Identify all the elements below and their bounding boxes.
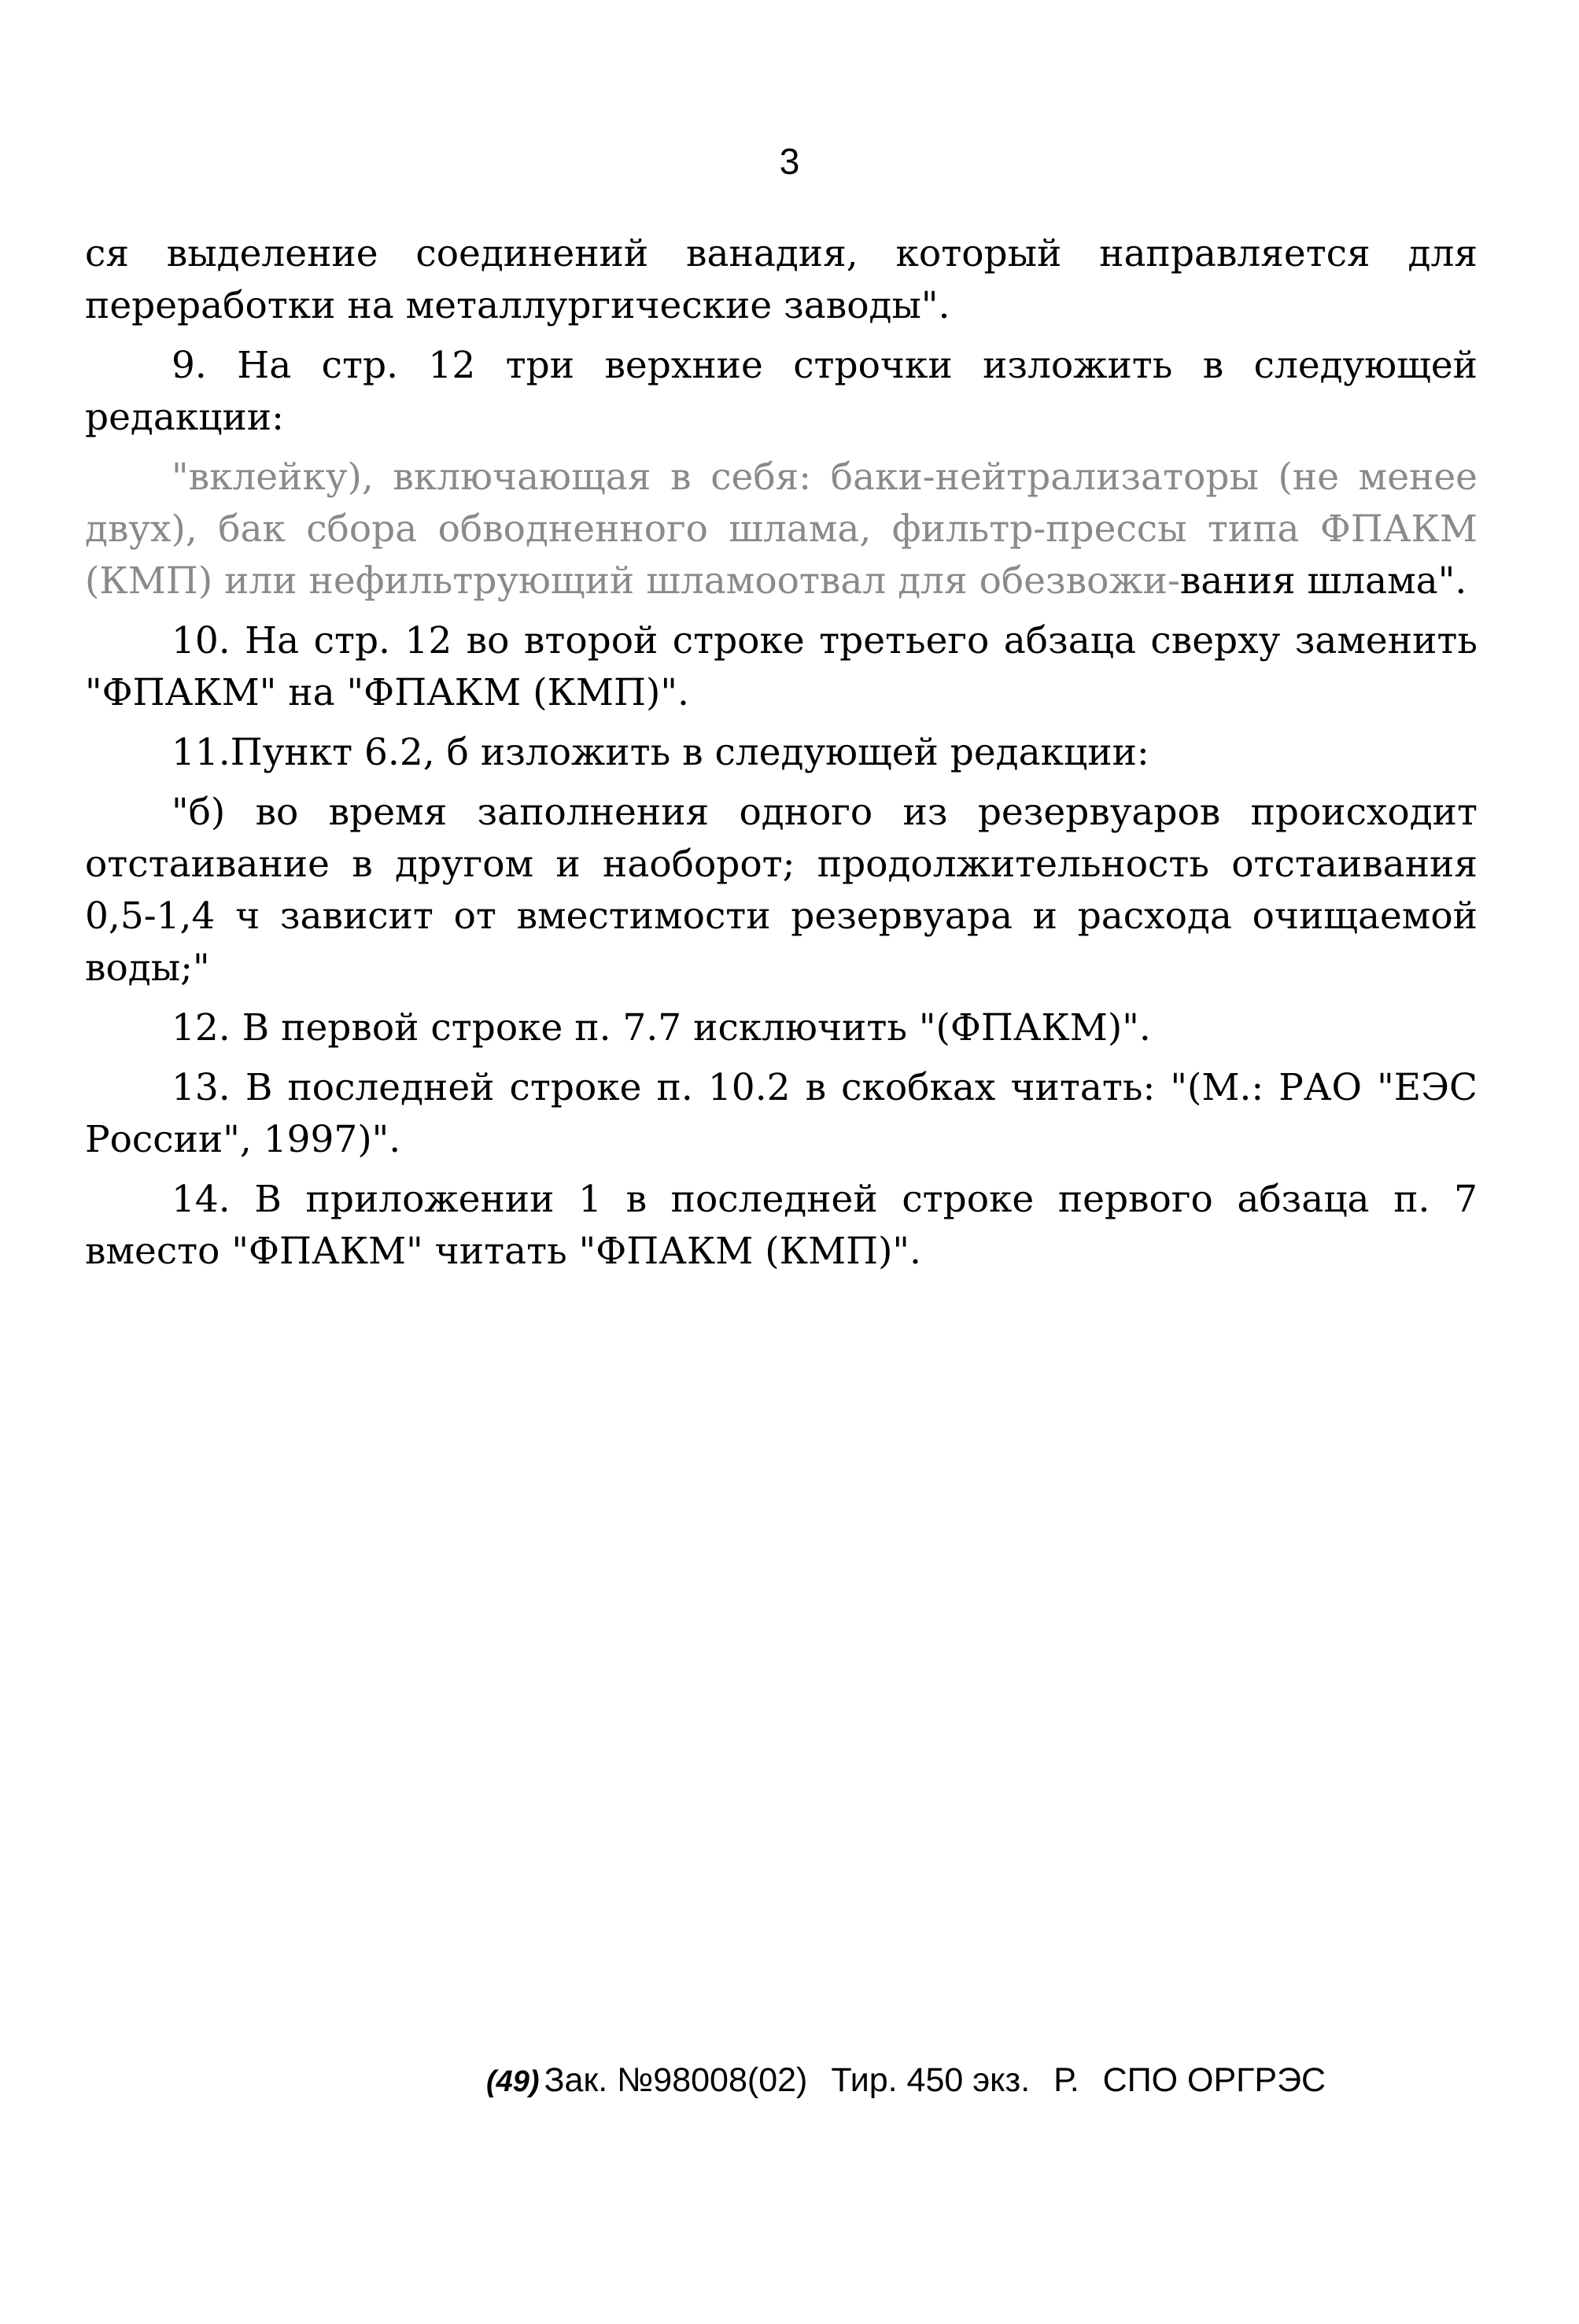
paragraph-item-11: 11.Пункт 6.2, б изложить в следующей редакции: bbox=[172, 731, 1149, 774]
colophon-publisher: СПО ОРГРЭС bbox=[1102, 2061, 1326, 2099]
document-body bbox=[85, 228, 1478, 1286]
paragraph-continuation: ся выделение соединений ванадия, который направляется для переработки на металлургические заводы". bbox=[85, 232, 1478, 327]
paragraph-item-11-quote: "б) во время заполнения одного из резервуаров происходит отстаивание в другом и наоборот; продолжительность отстаивания 0,5-1,4 ч зависит от вместимости резервуара и расхода очищаемой воды;" bbox=[85, 791, 1478, 990]
paragraph-dark-text: вания шлама". bbox=[1179, 559, 1467, 603]
paragraph-item-9: 9. На стр. 12 три верхние строчки изложить в следующей редакции: bbox=[85, 344, 1478, 439]
page-number: 3 bbox=[779, 141, 800, 182]
print-colophon bbox=[486, 2061, 1462, 2100]
paragraph-faint-text: "вклейку), включающая в себя: баки-нейтрализаторы (не менее двух), бак сбора обводненного шлама, фильтр-прессы типа ФПАКМ (КМП) или нефильтрующий шламоотвал для обезвожи- bbox=[85, 456, 1478, 603]
colophon-order: Зак. №98008(02) bbox=[544, 2061, 808, 2099]
paragraph-item-13: 13. В последней строке п. 10.2 в скобках читать: "(М.: РАО "ЕЭС России", 1997)". bbox=[85, 1066, 1478, 1161]
paragraph-item-14: 14. В приложении 1 в последней строке первого абзаца п. 7 вместо "ФПАКМ" читать "ФПАКМ (КМП)". bbox=[85, 1178, 1478, 1273]
colophon-code: (49) bbox=[486, 2065, 540, 2098]
colophon-letter: Р. bbox=[1053, 2061, 1079, 2099]
paragraph-item-12: 12. В первой строке п. 7.7 исключить "(ФПАКМ)". bbox=[172, 1006, 1151, 1049]
paragraph-item-9-quote bbox=[85, 452, 1478, 607]
colophon-run: Тир. 450 экз. bbox=[831, 2061, 1031, 2099]
paragraph-item-10: 10. На стр. 12 во второй строке третьего абзаца сверху заменить "ФПАКМ" на "ФПАКМ (КМП)". bbox=[85, 619, 1478, 714]
